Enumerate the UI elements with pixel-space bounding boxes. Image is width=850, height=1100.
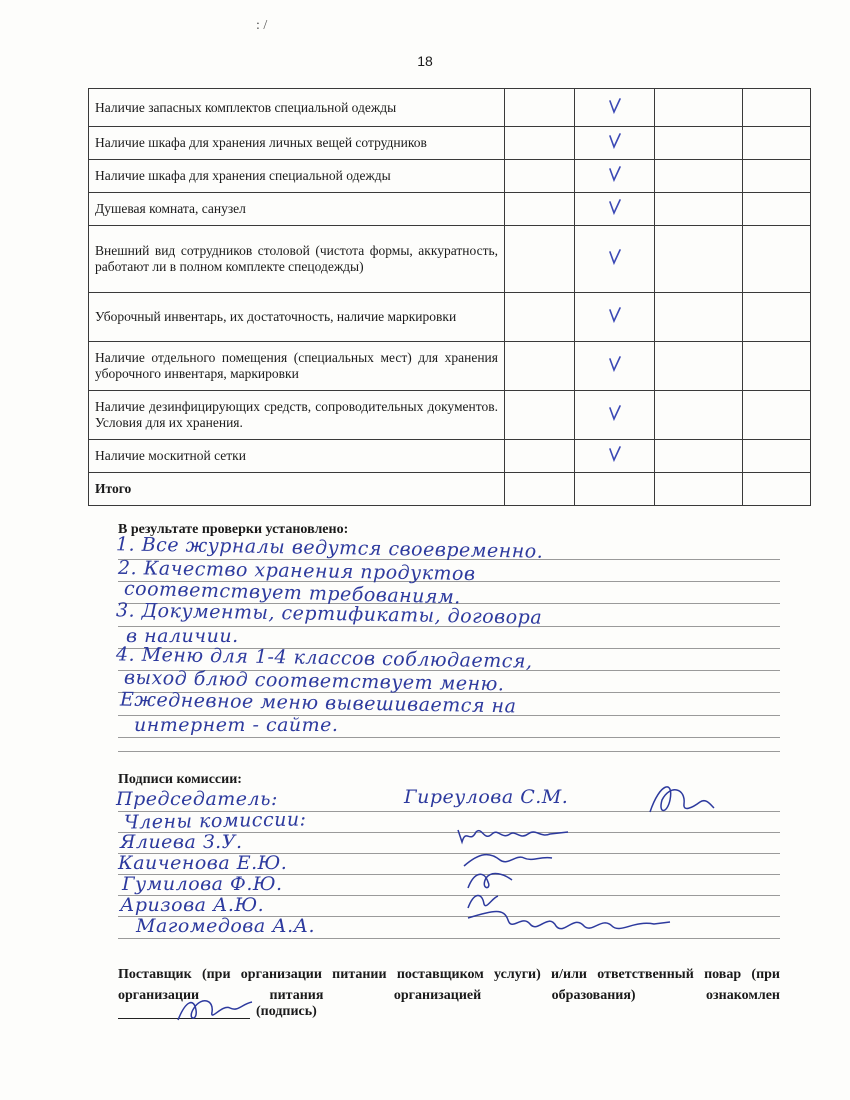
checklist-empty-cell bbox=[743, 160, 811, 193]
page-number: 18 bbox=[417, 53, 433, 69]
handwritten-commission-name: Ялиева З.У. bbox=[120, 831, 243, 853]
total-cell bbox=[655, 473, 743, 506]
check-mark-icon bbox=[608, 199, 622, 215]
checklist-empty-cell bbox=[505, 127, 575, 160]
checklist-empty-cell bbox=[505, 391, 575, 440]
checklist-empty-cell bbox=[743, 440, 811, 473]
checklist-empty-cell bbox=[655, 293, 743, 342]
member-signature-5 bbox=[464, 900, 674, 940]
checklist-empty-cell bbox=[505, 89, 575, 127]
check-mark-icon bbox=[608, 133, 622, 149]
checklist-item-label: Внешний вид сотрудников столовой (чистота формы, аккуратность, работают ли в полном комплекте спецодежды) bbox=[89, 226, 505, 293]
checklist-item-label: Наличие москитной сетки bbox=[89, 440, 505, 473]
checklist-empty-cell bbox=[743, 127, 811, 160]
checklist-empty-cell bbox=[743, 293, 811, 342]
checklist-empty-cell bbox=[655, 160, 743, 193]
checklist-item-label: Душевая комната, санузел bbox=[89, 193, 505, 226]
checklist-row bbox=[89, 127, 811, 160]
checklist-mark-cell bbox=[575, 391, 655, 440]
checklist-empty-cell bbox=[505, 226, 575, 293]
handwritten-commission-name: Каиченова Е.Ю. bbox=[118, 852, 288, 874]
checklist-row bbox=[89, 226, 811, 293]
checklist-mark-cell bbox=[575, 193, 655, 226]
checklist-row bbox=[89, 293, 811, 342]
checklist-item-label: Наличие дезинфицирующих средств, сопроводительных документов. Условия для их хранения. bbox=[89, 391, 505, 440]
handwritten-commission-role: Члены комиссии: bbox=[123, 808, 307, 834]
commission-heading: Подписи комиссии: bbox=[118, 772, 242, 787]
acknowledgement-text: Поставщик (при организации питании поставщиком услуги) и/или ответственный повар (при организации питания организацией образования) ознакомлен bbox=[118, 967, 780, 1003]
checklist-row bbox=[89, 193, 811, 226]
checklist-item-label: Наличие запасных комплектов специальной одежды bbox=[89, 89, 505, 127]
checklist-item-label: Уборочный инвентарь, их достаточность, наличие маркировки bbox=[89, 293, 505, 342]
checklist-empty-cell bbox=[505, 193, 575, 226]
checklist-row bbox=[89, 160, 811, 193]
handwritten-result-line: в наличии. bbox=[126, 625, 239, 647]
check-mark-icon bbox=[608, 166, 622, 182]
checklist-mark-cell bbox=[575, 160, 655, 193]
ruled-line bbox=[118, 751, 780, 752]
stray-mark: : / bbox=[256, 18, 268, 33]
handwritten-result-line: выход блюд соответствует меню. bbox=[123, 666, 505, 696]
member-signature-1 bbox=[454, 822, 574, 848]
total-cell bbox=[575, 473, 655, 506]
check-mark-icon bbox=[608, 405, 622, 421]
handwritten-commission-name: Магомедова А.А. bbox=[136, 915, 316, 937]
total-cell bbox=[743, 473, 811, 506]
handwritten-commission-name: Аризова А.Ю. bbox=[120, 894, 265, 916]
checklist-mark-cell bbox=[575, 127, 655, 160]
handwritten-commission-name: Гиреулова С.М. bbox=[404, 786, 569, 808]
checklist-empty-cell bbox=[743, 193, 811, 226]
checklist-empty-cell bbox=[505, 160, 575, 193]
checklist-empty-cell bbox=[655, 89, 743, 127]
checklist-empty-cell bbox=[655, 440, 743, 473]
checklist-mark-cell bbox=[575, 440, 655, 473]
handwritten-result-line: Ежедневное меню вывешивается на bbox=[119, 688, 517, 718]
handwritten-result-line: 2. Качество хранения продуктов bbox=[117, 556, 476, 586]
check-mark-icon bbox=[608, 356, 622, 372]
chairman-signature bbox=[640, 778, 720, 822]
handwritten-commission-role: Председатель: bbox=[116, 788, 278, 810]
handwritten-result-line: 1. Все журналы ведутся своевременно. bbox=[115, 533, 544, 563]
checklist-item-label: Наличие отдельного помещения (специальных мест) для хранения уборочного инвентаря, маркировки bbox=[89, 342, 505, 391]
checklist-row bbox=[89, 391, 811, 440]
checklist-empty-cell bbox=[505, 342, 575, 391]
checklist-empty-cell bbox=[743, 342, 811, 391]
checklist-mark-cell bbox=[575, 293, 655, 342]
handwritten-result-line: соответствует требованиям. bbox=[123, 577, 462, 609]
checklist-total-row bbox=[89, 473, 811, 506]
supplier-signature bbox=[172, 994, 256, 1026]
checklist-item-label: Наличие шкафа для хранения личных вещей сотрудников bbox=[89, 127, 505, 160]
handwritten-result-line: 3. Документы, сертификаты, договора bbox=[115, 599, 543, 629]
checklist-empty-cell bbox=[743, 89, 811, 127]
checklist-empty-cell bbox=[655, 226, 743, 293]
ruled-line bbox=[118, 938, 780, 939]
checklist-mark-cell bbox=[575, 226, 655, 293]
checklist-mark-cell bbox=[575, 89, 655, 127]
check-mark-icon bbox=[608, 307, 622, 323]
total-cell bbox=[505, 473, 575, 506]
checklist-empty-cell bbox=[743, 226, 811, 293]
checklist-row bbox=[89, 440, 811, 473]
handwritten-commission-name: Гумилова Ф.Ю. bbox=[122, 873, 283, 895]
checklist-row bbox=[89, 342, 811, 391]
checklist-table bbox=[88, 88, 811, 506]
checklist-empty-cell bbox=[505, 293, 575, 342]
checklist-empty-cell bbox=[655, 127, 743, 160]
ruled-line bbox=[118, 737, 780, 738]
check-mark-icon bbox=[608, 446, 622, 462]
handwritten-result-line: интернет - сайте. bbox=[134, 714, 339, 736]
checklist-item-label: Наличие шкафа для хранения специальной одежды bbox=[89, 160, 505, 193]
total-label: Итого bbox=[89, 473, 505, 506]
check-mark-icon bbox=[608, 249, 622, 265]
checklist-row bbox=[89, 89, 811, 127]
check-mark-icon bbox=[608, 98, 622, 114]
result-heading: В результате проверки установлено: bbox=[118, 522, 349, 537]
signature-caption: (подпись) bbox=[256, 1004, 317, 1019]
checklist-empty-cell bbox=[743, 391, 811, 440]
checklist-mark-cell bbox=[575, 342, 655, 391]
checklist-empty-cell bbox=[655, 391, 743, 440]
checklist-empty-cell bbox=[655, 342, 743, 391]
checklist-empty-cell bbox=[505, 440, 575, 473]
handwritten-result-line: 4. Меню для 1-4 классов соблюдается, bbox=[115, 643, 533, 673]
checklist-empty-cell bbox=[655, 193, 743, 226]
